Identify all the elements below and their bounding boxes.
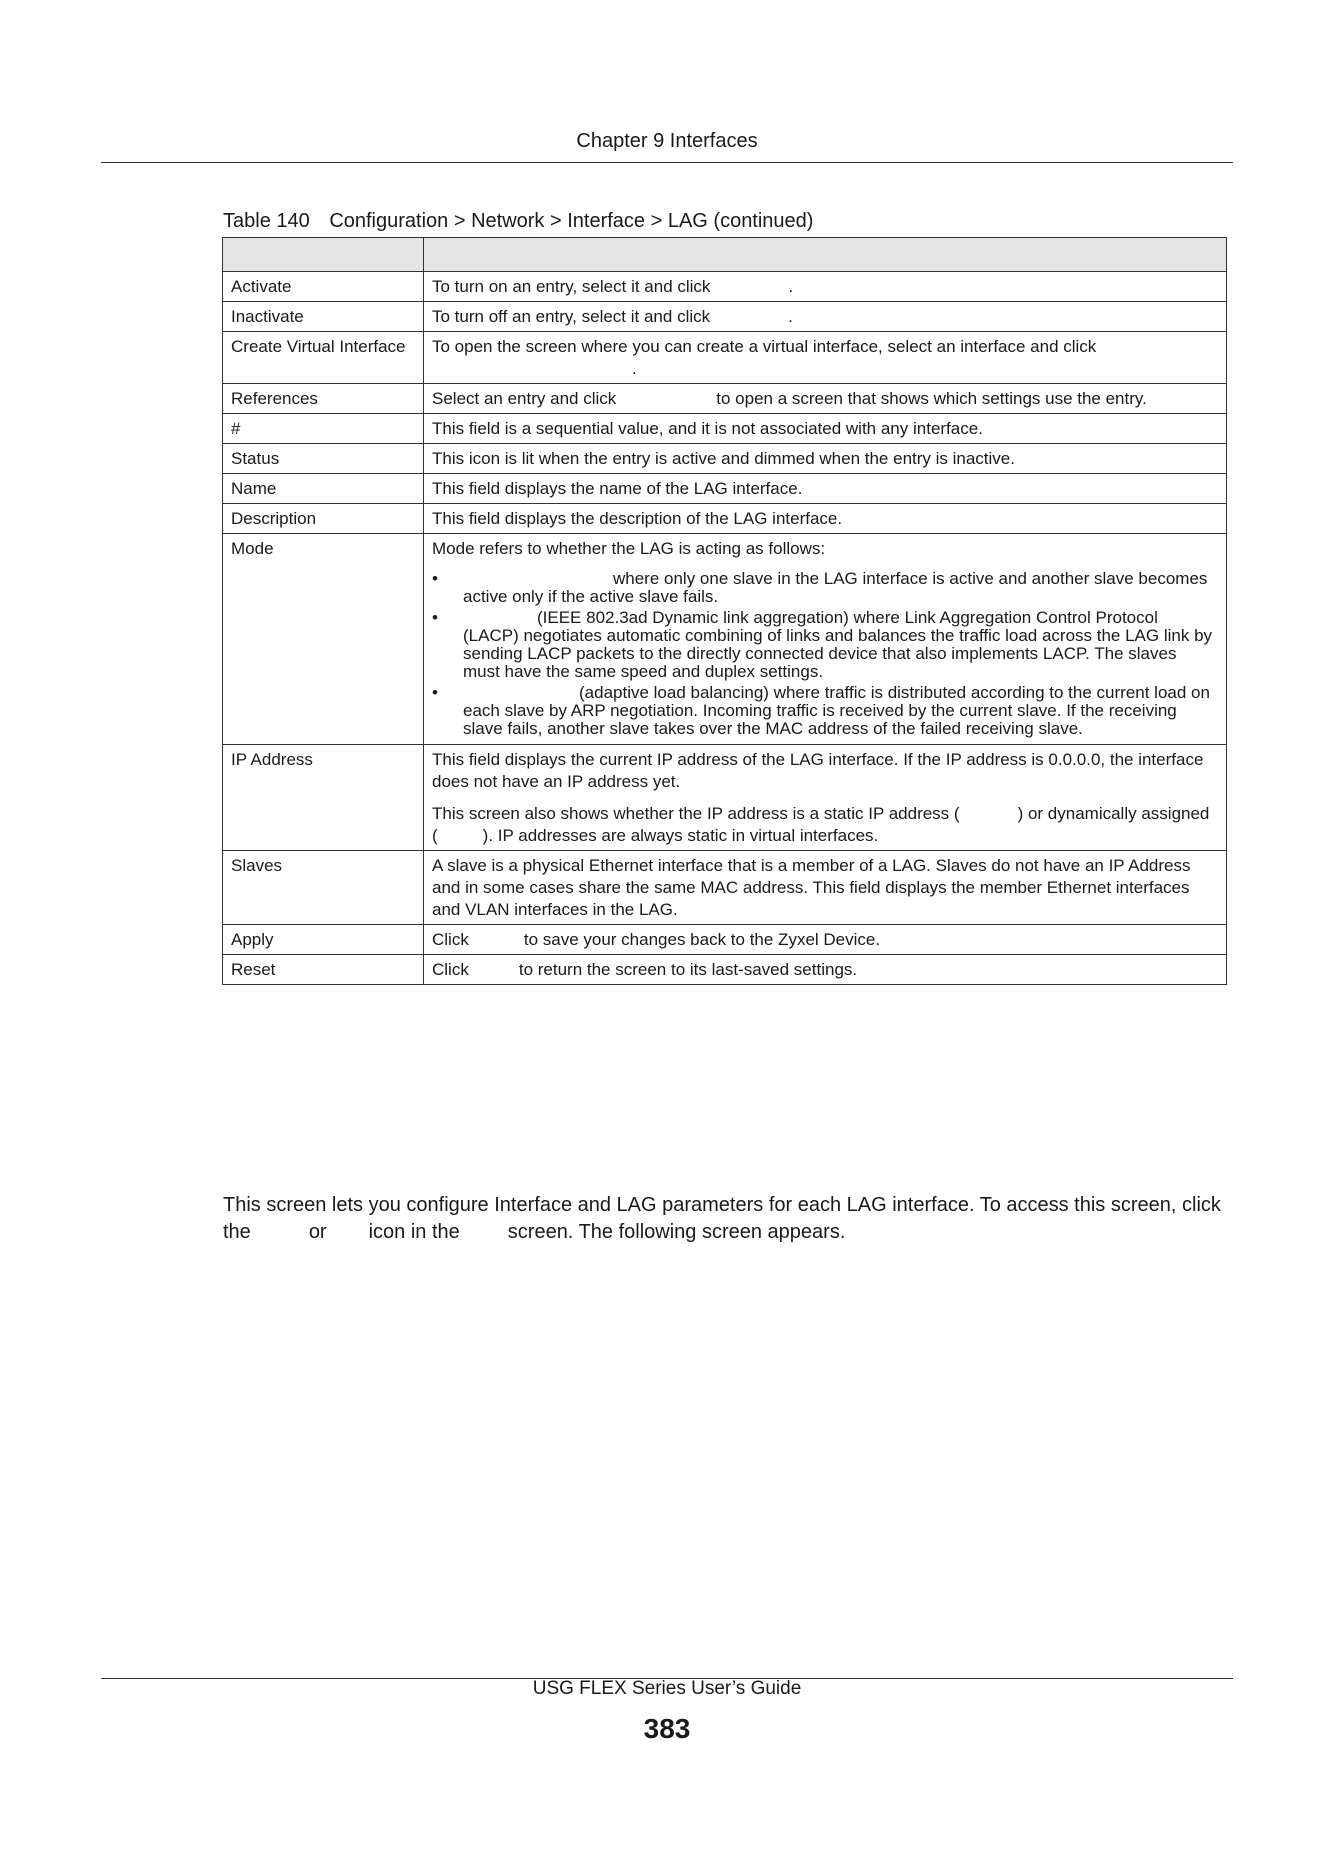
page-number: 383 [643,1713,691,1744]
header-rule [101,162,1233,163]
table-caption-number: Table 140 [223,210,310,232]
mode-item-active-backup: • where only one slave in the LAG interface is active and another slave becomes active only if the active slave fails. [463,570,1218,606]
table-row [223,384,1227,414]
table-row [223,272,1227,302]
row-label: IP Address [223,745,424,851]
row-label: Description [223,504,424,534]
mode-item-802-3ad: • (IEEE 802.3ad Dynamic link aggregation) where Link Aggregation Control Protocol (LACP) negotiates automatic combining of links and balances the traffic load across the LAG link by sending LACP packets to the directly connected device that also implements LACP. The slaves must have the same speed and duplex settings. [463,609,1218,681]
chapter-header: Chapter 9 Interfaces [576,130,758,152]
table-header-row [223,238,1227,272]
row-description: This icon is lit when the entry is active and dimmed when the entry is inactive. [424,444,1227,474]
row-label: Activate [223,272,424,302]
table-row [223,925,1227,955]
row-description: This field is a sequential value, and it is not associated with any interface. [424,414,1227,444]
lag-field-table [222,237,1227,985]
table-row [223,414,1227,444]
table-caption-path: Configuration > Network > Interface > LAG (continued) [329,210,814,232]
row-description: A slave is a physical Ethernet interface that is a member of a LAG. Slaves do not have an IP Address and in some cases share the same MAC address. This field displays the member Ethernet interfaces and VLAN interfaces in the LAG. [424,851,1227,925]
table-row [223,955,1227,985]
table-row [223,474,1227,504]
row-label: Inactivate [223,302,424,332]
mode-intro: Mode refers to whether the LAG is acting as follows: [432,539,826,558]
table-row [223,332,1227,384]
mode-list [432,570,1218,738]
row-description: This field displays the name of the LAG interface. [424,474,1227,504]
row-label: Mode [223,534,424,745]
row-description: To turn off an entry, select it and click . [424,302,1227,332]
table-header-description-cell [424,238,1227,272]
table-header-label-cell [223,238,424,272]
mode-item-alb: • (adaptive load balancing) where traffic is distributed according to the current load on each slave by ARP negotiation. Incoming traffic is received by the current slave. If the receiving slave fails, another slave takes over the MAC address of the failed receiving slave. [463,684,1218,738]
row-description: This field displays the description of the LAG interface. [424,504,1227,534]
row-description [424,534,1227,745]
row-description: Select an entry and click to open a screen that shows which settings use the entry. [424,384,1227,414]
row-label: Reset [223,955,424,985]
row-description: Click to save your changes back to the Zyxel Device. [424,925,1227,955]
table-row [223,851,1227,925]
table-row [223,444,1227,474]
table-row [223,534,1227,745]
table-caption [223,210,813,233]
section-intro-paragraph: This screen lets you configure Interface and LAG parameters for each LAG interface. To access this screen, click the or icon in the screen. The following screen appears. [223,1194,1221,1243]
row-description: This field displays the current IP address of the LAG interface. If the IP address is 0.0.0.0, the interface does not have an IP address yet. This screen also shows whether the IP address is a static IP address ( ) or dynamically assigned ( ). IP addresses are always static in virtual interfaces. [424,745,1227,851]
row-description: To open the screen where you can create a virtual interface, select an interface and click . [424,332,1227,384]
table-row [223,745,1227,851]
table-row [223,302,1227,332]
row-label: Name [223,474,424,504]
row-label: Apply [223,925,424,955]
row-label: Slaves [223,851,424,925]
row-description: To turn on an entry, select it and click . [424,272,1227,302]
row-label: Status [223,444,424,474]
guide-title: USG FLEX Series User’s Guide [532,1678,802,1699]
row-label: Create Virtual Interface [223,332,424,384]
table-row [223,504,1227,534]
row-label: # [223,414,424,444]
row-label: References [223,384,424,414]
row-description: Click to return the screen to its last-saved settings. [424,955,1227,985]
